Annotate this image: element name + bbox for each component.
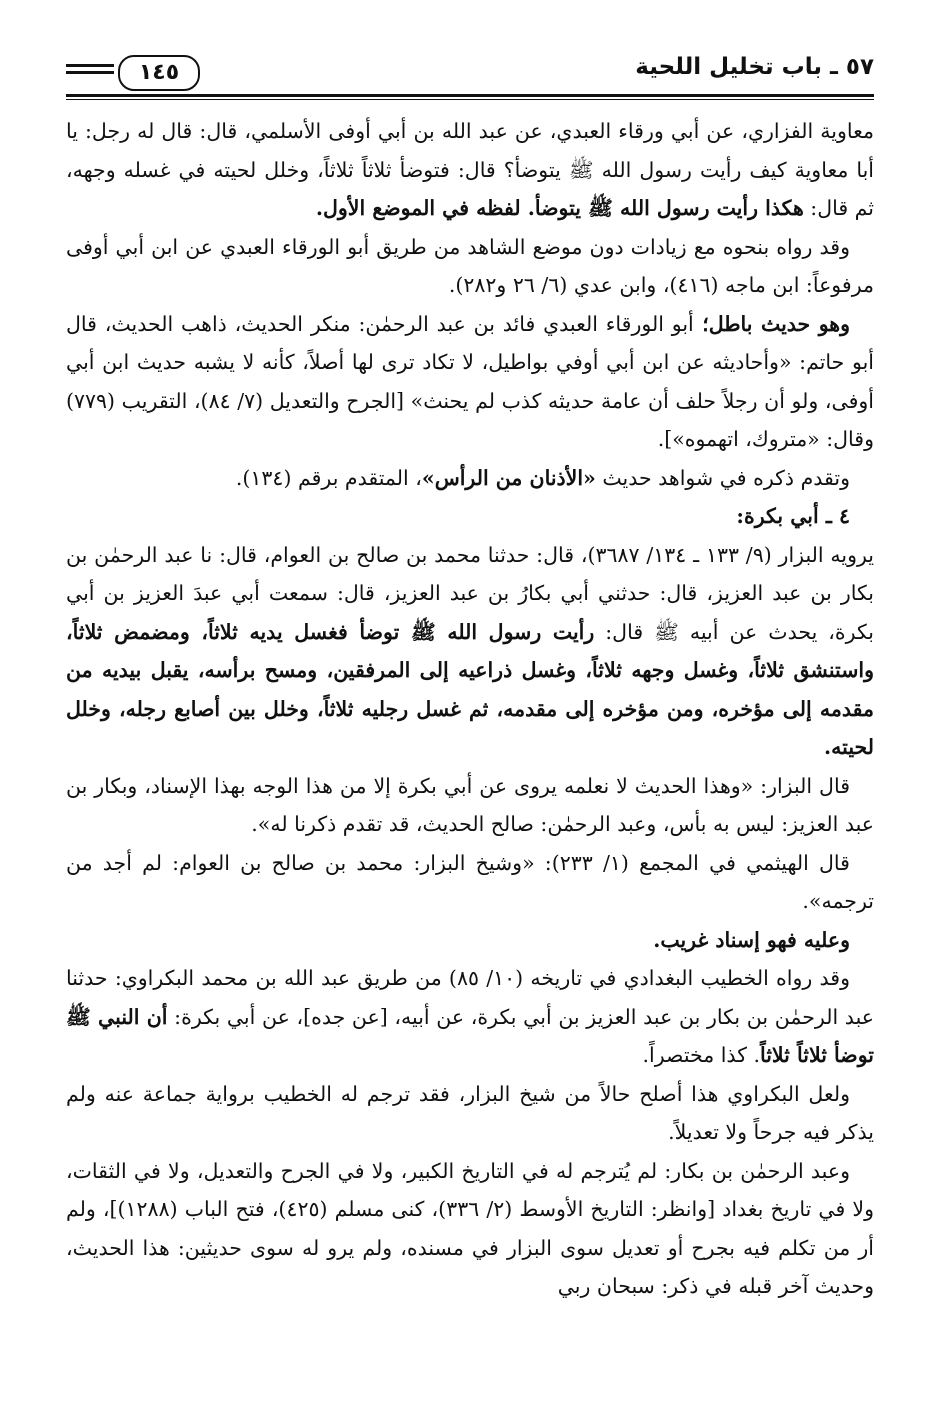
paragraph: [66, 112, 874, 228]
text-run: وقد رواه الخطيب البغدادي في تاريخه (١٠/ ٨٥) من طريق عبد الله بن محمد البكراوي: حدثنا عبد الرحمٰن بن بكار بن عبد العزيز بن أبي بكرة، عن أبيه، [عن جده]، عن أبي بكرة:: [66, 966, 874, 1029]
text-run: ، المتقدم برقم (١٣٤).: [235, 465, 422, 490]
text-run: أبو الورقاء العبدي فائد بن عبد الرحمٰن: منكر الحديث، ذاهب الحديث، قال أبو حاتم: «وأحاديثه عن ابن أبي أوفي بواطيل، لا تكاد ترى لها أصلاً، كأنه لا يشبه حديث ابن أبي أوفى، ولو أن رجلاً حلف أن عامة حديثه كذب لم يحنث» [الجرح والتعديل (٧/ ٨٤)، التقريب (٧٧٩) وقال: «متروك، اتهموه»].: [66, 311, 874, 451]
header-rule-thin: [66, 99, 874, 100]
text-run: . كذا مختصراً.: [642, 1043, 760, 1067]
bold-text: أن النبي ﷺ توضأ ثلاثاً ثلاثاً: [66, 1004, 874, 1067]
bold-text: هكذا رأيت رسول الله ﷺ يتوضأ. لفظه في الموضع الأول.: [315, 196, 804, 220]
paragraph: [66, 305, 874, 459]
text-run: وقد رواه بنحوه مع زيادات دون موضع الشاهد من طريق أبو الورقاء العبدي عن ابن أبي أوفى مرفوعاً: ابن ماجه (٤١٦)، وابن عدي (٦/ ٢٦ و٢٨٢).: [66, 234, 874, 297]
text-run: ولعل البكراوي هذا أصلح حالاً من شيخ البزار، فقد ترجم له الخطيب برواية جماعة عنه ولم يذكر فيه جرحاً ولا تعديلاً.: [66, 1081, 874, 1144]
bold-text: وهو حديث باطل؛: [693, 311, 850, 336]
paragraph: [66, 844, 874, 921]
text-run: قال البزار: «وهذا الحديث لا نعلمه يروى عن أبي بكرة إلا من هذا الوجه بهذا الإسناد، وبكار بن عبد العزيز: ليس به بأس، وعبد الرحمٰن: صالح الحديث، قد تقدم ذكرنا له».: [66, 773, 874, 836]
paragraph: [66, 536, 874, 767]
ornament-lines: [66, 64, 114, 78]
text-run: قال الهيثمي في المجمع (١/ ٢٣٣): «وشيخ البزار: محمد بن صالح بن العوام: لم أجد من ترجمه».: [66, 850, 874, 913]
bold-text: ٤ ـ أبي بكرة:: [736, 504, 850, 528]
bold-text: وعليه فهو إسناد غريب.: [653, 927, 850, 952]
text-run: معاوية الفزاري، عن أبي ورقاء العبدي، عن عبد الله بن أبي أوفى الأسلمي، قال: قال له رجل: يا أبا معاوية كيف رأيت رسول الله ﷺ يتوضأ؟ قال: فتوضأ ثلاثاً ثلاثاً، وخلل لحيته في غسله وجهه، ثم قال:: [66, 119, 874, 220]
page-header: [66, 52, 874, 102]
chapter-title: ٥٧ ـ باب تخليل اللحية: [635, 54, 874, 80]
paragraph: [66, 767, 874, 844]
paragraph: [66, 921, 874, 960]
text-run: وتقدم ذكره في شواهد حديث: [595, 465, 850, 490]
page-number: ١٤٥: [118, 55, 200, 91]
paragraph: [66, 497, 874, 536]
paragraph: [66, 1075, 874, 1152]
paragraph: [66, 228, 874, 305]
page-number-ornament: [66, 52, 216, 92]
paragraph: [66, 959, 874, 1075]
paragraph: [66, 459, 874, 498]
header-rule: [66, 94, 874, 97]
bold-text: رأيت رسول الله ﷺ توضأ فغسل يديه ثلاثاً، ومضمض ثلاثاً، واستنشق ثلاثاً، وغسل وجهه ثلاثاً، وغسل ذراعيه إلى المرفقين، ومسح برأسه، يقبل بيديه من مقدمه إلى مؤخره، ومن مؤخره إلى مقدمه، ثم غسل رجليه ثلاثاً، وخلل بين أصابع رجله، وخلل لحيته.: [66, 619, 874, 759]
bold-text: «الأذنان من الرأس»: [421, 465, 596, 490]
text-run: وعبد الرحمٰن بن بكار: لم يُترجم له في التاريخ الكبير، ولا في الجرح والتعديل، ولا في الثقات، ولا في تاريخ بغداد [وانظر: التاريخ الأوسط (٢/ ٣٣٦)، كنى مسلم (٤٢٥)، فتح الباب (١٢٨٨)]، ولم أر من تكلم فيه بجرح أو تعديل سوى البزار في مسنده، ولم يرو له سوى حديثين: هذا الحديث، وحديث آخر قبله في ذكر: سبحان ربي: [66, 1158, 874, 1298]
book-page: [66, 52, 874, 1402]
text-run: يرويه البزار (٩/ ١٣٣ ـ ١٣٤/ ٣٦٨٧)، قال: حدثنا محمد بن صالح بن العوام، قال: نا عبد الرحمٰن بن بكار بن عبد العزيز، قال: حدثني أبي بكارُ بن عبد العزيز، قال: سمعت أبي عبدَ العزيز بن أبي بكرة، يحدث عن أبيه ﷺ قال:: [66, 542, 874, 644]
page-body: [66, 112, 874, 1306]
paragraph: [66, 1152, 874, 1306]
